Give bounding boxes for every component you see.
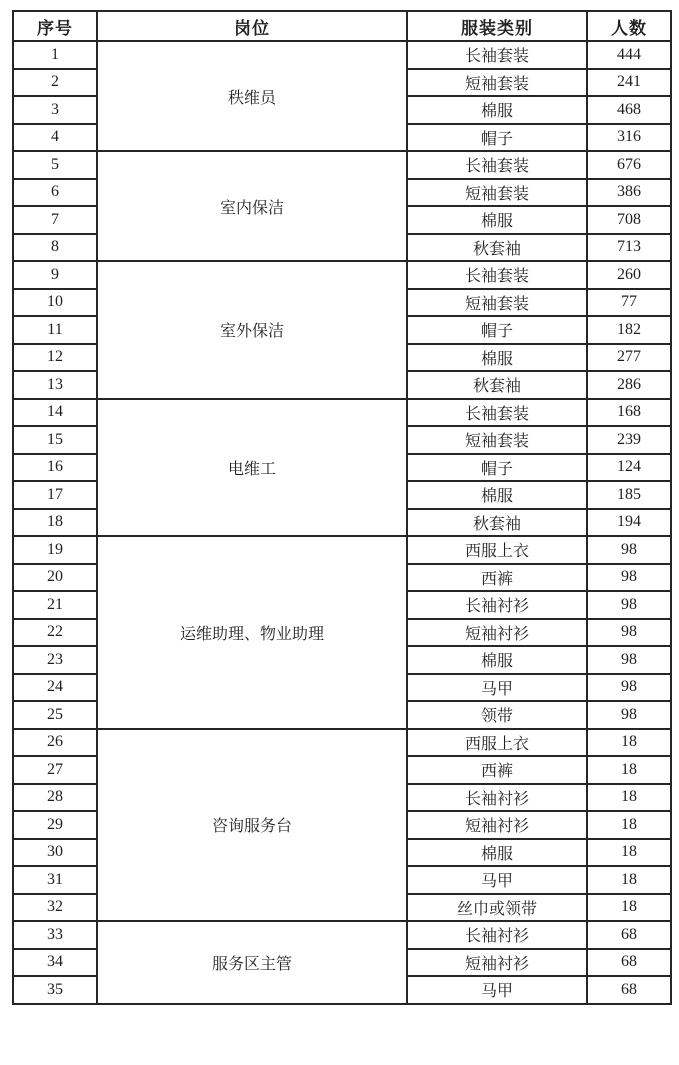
serial-cell: 18 bbox=[13, 509, 97, 537]
serial-cell: 33 bbox=[13, 921, 97, 949]
count-cell: 18 bbox=[587, 784, 671, 812]
serial-cell: 9 bbox=[13, 261, 97, 289]
serial-cell: 5 bbox=[13, 151, 97, 179]
category-cell: 短袖套装 bbox=[407, 69, 587, 97]
category-cell: 短袖套装 bbox=[407, 289, 587, 317]
category-cell: 短袖套装 bbox=[407, 426, 587, 454]
serial-cell: 24 bbox=[13, 674, 97, 702]
table-row bbox=[13, 41, 671, 69]
position-cell: 电维工 bbox=[97, 399, 407, 537]
count-cell: 98 bbox=[587, 674, 671, 702]
count-cell: 68 bbox=[587, 949, 671, 977]
count-cell: 676 bbox=[587, 151, 671, 179]
category-cell: 棉服 bbox=[407, 96, 587, 124]
category-cell: 马甲 bbox=[407, 674, 587, 702]
serial-cell: 10 bbox=[13, 289, 97, 317]
count-cell: 194 bbox=[587, 509, 671, 537]
serial-cell: 22 bbox=[13, 619, 97, 647]
table-row bbox=[13, 921, 671, 949]
category-cell: 领带 bbox=[407, 701, 587, 729]
count-cell: 18 bbox=[587, 811, 671, 839]
count-cell: 168 bbox=[587, 399, 671, 427]
header-serial: 序号 bbox=[13, 11, 97, 41]
category-cell: 西裤 bbox=[407, 756, 587, 784]
serial-cell: 31 bbox=[13, 866, 97, 894]
count-cell: 468 bbox=[587, 96, 671, 124]
table-header bbox=[13, 11, 671, 41]
uniform-allocation-table bbox=[12, 10, 672, 1005]
serial-cell: 28 bbox=[13, 784, 97, 812]
category-cell: 短袖衬衫 bbox=[407, 619, 587, 647]
count-cell: 77 bbox=[587, 289, 671, 317]
category-cell: 长袖套装 bbox=[407, 399, 587, 427]
header-position: 岗位 bbox=[97, 11, 407, 41]
header-category: 服装类别 bbox=[407, 11, 587, 41]
count-cell: 185 bbox=[587, 481, 671, 509]
category-cell: 帽子 bbox=[407, 454, 587, 482]
serial-cell: 7 bbox=[13, 206, 97, 234]
uniform-table-body bbox=[13, 41, 671, 1004]
serial-cell: 15 bbox=[13, 426, 97, 454]
category-cell: 西服上衣 bbox=[407, 729, 587, 757]
category-cell: 长袖套装 bbox=[407, 41, 587, 69]
serial-cell: 13 bbox=[13, 371, 97, 399]
count-cell: 98 bbox=[587, 646, 671, 674]
count-cell: 241 bbox=[587, 69, 671, 97]
count-cell: 260 bbox=[587, 261, 671, 289]
count-cell: 708 bbox=[587, 206, 671, 234]
category-cell: 帽子 bbox=[407, 124, 587, 152]
serial-cell: 11 bbox=[13, 316, 97, 344]
category-cell: 秋套袖 bbox=[407, 234, 587, 262]
serial-cell: 34 bbox=[13, 949, 97, 977]
category-cell: 棉服 bbox=[407, 646, 587, 674]
serial-cell: 29 bbox=[13, 811, 97, 839]
serial-cell: 30 bbox=[13, 839, 97, 867]
category-cell: 短袖套装 bbox=[407, 179, 587, 207]
serial-cell: 23 bbox=[13, 646, 97, 674]
serial-cell: 17 bbox=[13, 481, 97, 509]
category-cell: 长袖衬衫 bbox=[407, 591, 587, 619]
header-count: 人数 bbox=[587, 11, 671, 41]
category-cell: 棉服 bbox=[407, 206, 587, 234]
count-cell: 386 bbox=[587, 179, 671, 207]
serial-cell: 32 bbox=[13, 894, 97, 922]
serial-cell: 14 bbox=[13, 399, 97, 427]
count-cell: 18 bbox=[587, 866, 671, 894]
count-cell: 277 bbox=[587, 344, 671, 372]
category-cell: 棉服 bbox=[407, 344, 587, 372]
count-cell: 98 bbox=[587, 701, 671, 729]
count-cell: 316 bbox=[587, 124, 671, 152]
count-cell: 68 bbox=[587, 921, 671, 949]
category-cell: 棉服 bbox=[407, 839, 587, 867]
serial-cell: 35 bbox=[13, 976, 97, 1004]
table-row bbox=[13, 151, 671, 179]
category-cell: 马甲 bbox=[407, 866, 587, 894]
count-cell: 98 bbox=[587, 591, 671, 619]
position-cell: 咨询服务台 bbox=[97, 729, 407, 922]
position-cell: 秩维员 bbox=[97, 41, 407, 151]
serial-cell: 4 bbox=[13, 124, 97, 152]
category-cell: 秋套袖 bbox=[407, 509, 587, 537]
serial-cell: 20 bbox=[13, 564, 97, 592]
position-cell: 运维助理、物业助理 bbox=[97, 536, 407, 729]
count-cell: 68 bbox=[587, 976, 671, 1004]
count-cell: 18 bbox=[587, 756, 671, 784]
count-cell: 713 bbox=[587, 234, 671, 262]
table-row bbox=[13, 261, 671, 289]
serial-cell: 1 bbox=[13, 41, 97, 69]
category-cell: 丝巾或领带 bbox=[407, 894, 587, 922]
category-cell: 短袖衬衫 bbox=[407, 949, 587, 977]
category-cell: 长袖衬衫 bbox=[407, 921, 587, 949]
count-cell: 286 bbox=[587, 371, 671, 399]
serial-cell: 21 bbox=[13, 591, 97, 619]
table-row bbox=[13, 729, 671, 757]
serial-cell: 3 bbox=[13, 96, 97, 124]
position-cell: 室外保洁 bbox=[97, 261, 407, 399]
category-cell: 长袖套装 bbox=[407, 261, 587, 289]
category-cell: 帽子 bbox=[407, 316, 587, 344]
category-cell: 长袖衬衫 bbox=[407, 784, 587, 812]
count-cell: 98 bbox=[587, 619, 671, 647]
serial-cell: 26 bbox=[13, 729, 97, 757]
category-cell: 秋套袖 bbox=[407, 371, 587, 399]
category-cell: 西服上衣 bbox=[407, 536, 587, 564]
serial-cell: 16 bbox=[13, 454, 97, 482]
serial-cell: 2 bbox=[13, 69, 97, 97]
serial-cell: 12 bbox=[13, 344, 97, 372]
header-row bbox=[13, 11, 671, 41]
position-cell: 服务区主管 bbox=[97, 921, 407, 1004]
serial-cell: 8 bbox=[13, 234, 97, 262]
category-cell: 棉服 bbox=[407, 481, 587, 509]
count-cell: 444 bbox=[587, 41, 671, 69]
table-row bbox=[13, 536, 671, 564]
category-cell: 短袖衬衫 bbox=[407, 811, 587, 839]
serial-cell: 6 bbox=[13, 179, 97, 207]
table-row bbox=[13, 399, 671, 427]
count-cell: 239 bbox=[587, 426, 671, 454]
serial-cell: 25 bbox=[13, 701, 97, 729]
count-cell: 124 bbox=[587, 454, 671, 482]
count-cell: 98 bbox=[587, 564, 671, 592]
count-cell: 18 bbox=[587, 839, 671, 867]
serial-cell: 27 bbox=[13, 756, 97, 784]
count-cell: 182 bbox=[587, 316, 671, 344]
count-cell: 18 bbox=[587, 894, 671, 922]
category-cell: 西裤 bbox=[407, 564, 587, 592]
category-cell: 马甲 bbox=[407, 976, 587, 1004]
position-cell: 室内保洁 bbox=[97, 151, 407, 261]
category-cell: 长袖套装 bbox=[407, 151, 587, 179]
count-cell: 98 bbox=[587, 536, 671, 564]
count-cell: 18 bbox=[587, 729, 671, 757]
serial-cell: 19 bbox=[13, 536, 97, 564]
